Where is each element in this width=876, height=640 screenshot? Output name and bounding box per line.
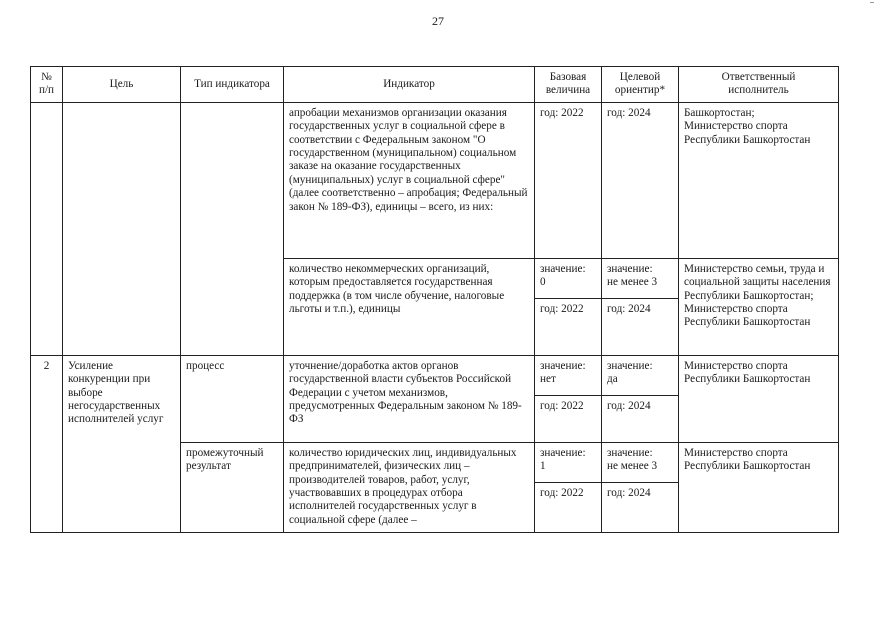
type-cell: процесс (181, 355, 284, 442)
num-cell: 2 (31, 355, 63, 532)
target-value-cell: значение: не менее 3 (602, 258, 679, 298)
indicator-cell: уточнение/доработка актов органов государственной власти субъектов Российской Федерации с учетом механизмов, предусмотренных Федеральным законом № 189-ФЗ (284, 355, 535, 442)
goal-cell: Усиление конкуренции при выборе негосударственных исполнителей услуг (63, 355, 181, 532)
target-year-cell: год: 2024 (602, 298, 679, 355)
header-indicator: Индикатор (284, 67, 535, 103)
base-year-cell: год: 2022 (535, 482, 602, 532)
target-cell: год: 2024 (602, 102, 679, 258)
base-cell: год: 2022 (535, 102, 602, 258)
base-year-cell: год: 2022 (535, 298, 602, 355)
base-value-cell: значение: нет (535, 355, 602, 395)
indicator-cell: количество некоммерческих организаций, которым предоставляется государственная поддержка (в том числе обучение, налоговые льготы и т.п.), единицы (284, 258, 535, 355)
type-cell (181, 102, 284, 355)
table-row (31, 102, 839, 258)
target-year-cell: год: 2024 (602, 395, 679, 442)
responsible-cell: Министерство спорта Республики Башкортостан (679, 355, 839, 442)
header-num: № п/п (31, 67, 63, 103)
table-row (31, 355, 839, 395)
responsible-cell: Башкортостан; Министерство спорта Республики Башкортостан (679, 102, 839, 258)
indicator-cell: количество юридических лиц, индивидуальных предпринимателей, физических лиц – производителей товаров, работ, услуг, участвовавших в процедурах отбора исполнителей государственных услуг в социальной сфере (далее – (284, 442, 535, 532)
scan-edge-mark (870, 2, 874, 3)
target-value-cell: значение: да (602, 355, 679, 395)
target-year-cell: год: 2024 (602, 482, 679, 532)
header-responsible: Ответственный исполнитель (679, 67, 839, 103)
target-value-cell: значение: не менее 3 (602, 442, 679, 482)
type-cell: промежуточный результат (181, 442, 284, 532)
indicator-cell: апробации механизмов организации оказания государственных услуг в социальной сфере в соответствии с Федеральным законом "О государственном (муниципальном) социальном заказе на оказание государственных (муниципальных) услуг в социальной сфере" (далее соответственно – апробация; Федеральный закон № 189-ФЗ), единицы – всего, из них: (284, 102, 535, 258)
num-cell (31, 102, 63, 355)
page-number: 27 (432, 14, 444, 28)
base-year-cell: год: 2022 (535, 395, 602, 442)
responsible-cell: Министерство спорта Республики Башкортостан (679, 442, 839, 532)
header-goal: Цель (63, 67, 181, 103)
header-target: Целевой ориентир* (602, 67, 679, 103)
header-indicator-type: Тип индикатора (181, 67, 284, 103)
goal-cell (63, 102, 181, 355)
header-base: Базовая величина (535, 67, 602, 103)
responsible-cell: Министерство семьи, труда и социальной защиты населения Республики Башкортостан; Министерство спорта Республики Башкортостан (679, 258, 839, 355)
indicators-table (30, 66, 839, 533)
table-header-row (31, 67, 839, 103)
base-value-cell: значение: 1 (535, 442, 602, 482)
base-value-cell: значение: 0 (535, 258, 602, 298)
